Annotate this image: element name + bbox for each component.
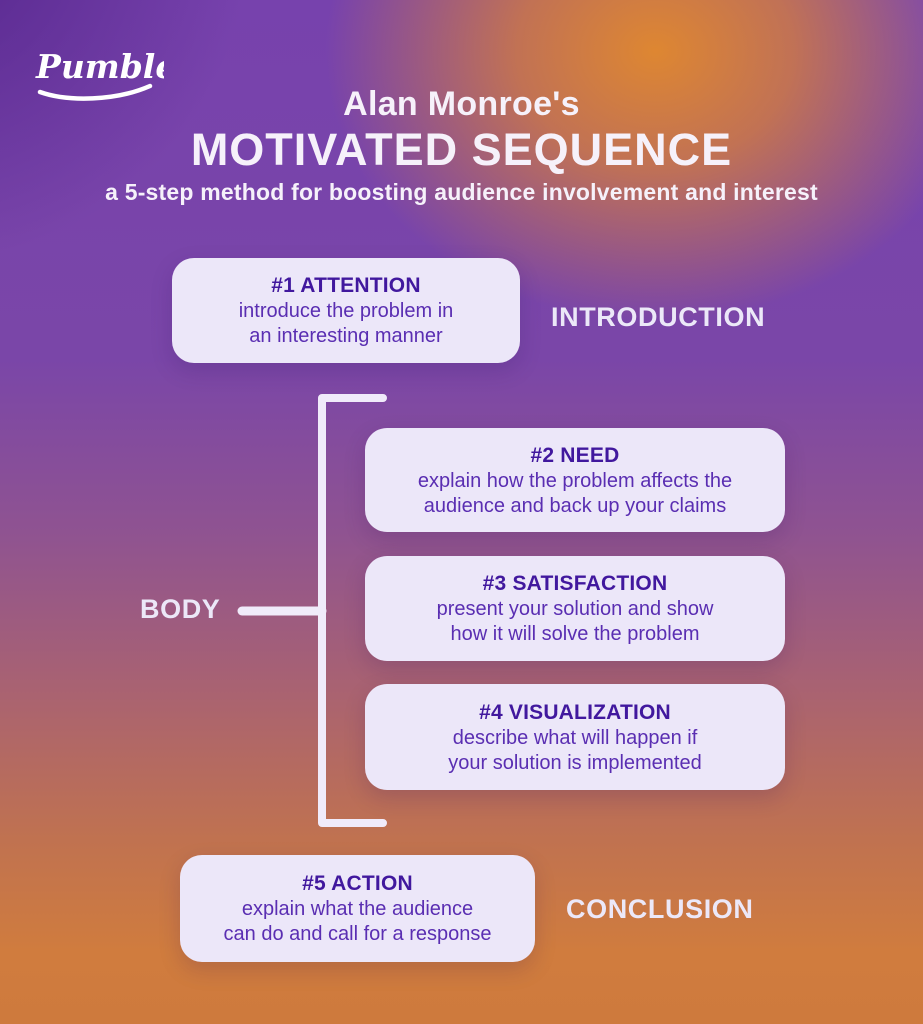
step-description-line: how it will solve the problem	[450, 623, 700, 645]
step-description-line: introduce the problem in	[238, 300, 454, 322]
step-description-line: an interesting manner	[249, 325, 443, 347]
page-title: MOTIVATED SEQUENCE	[190, 124, 733, 175]
step-heading: #2 NEED	[530, 443, 620, 467]
step-heading: #4 VISUALIZATION	[479, 700, 671, 724]
step-description-line: present your solution and show	[436, 598, 714, 620]
step-heading: #5 ACTION	[302, 872, 413, 895]
step-description-line: your solution is implemented	[448, 751, 702, 774]
introduction-label: INTRODUCTION	[551, 302, 766, 332]
body-label: BODY	[140, 594, 221, 624]
conclusion-label: CONCLUSION	[566, 894, 754, 924]
step-card-need	[365, 428, 785, 532]
subtitle: a 5-step method for boosting audience involvement and interest	[105, 179, 818, 205]
step-card-satisfaction	[365, 556, 785, 661]
step-description-line: can do and call for a response	[223, 923, 492, 945]
title-line1: Alan Monroe's	[343, 85, 580, 123]
step-heading: #1 ATTENTION	[271, 274, 421, 297]
step-description-line: audience and back up your claims	[423, 494, 727, 517]
step-description-line: explain what the audience	[241, 898, 474, 920]
pumble-logo-text: Pumble	[36, 47, 164, 86]
step-heading: #3 SATISFACTION	[482, 572, 668, 595]
step-description-line: describe what will happen if	[452, 726, 698, 749]
step-card-attention	[172, 258, 520, 363]
header	[0, 84, 923, 208]
step-card-visualization	[365, 684, 785, 790]
step-description-line: explain how the problem affects the	[417, 469, 733, 492]
step-card-action	[180, 855, 535, 962]
